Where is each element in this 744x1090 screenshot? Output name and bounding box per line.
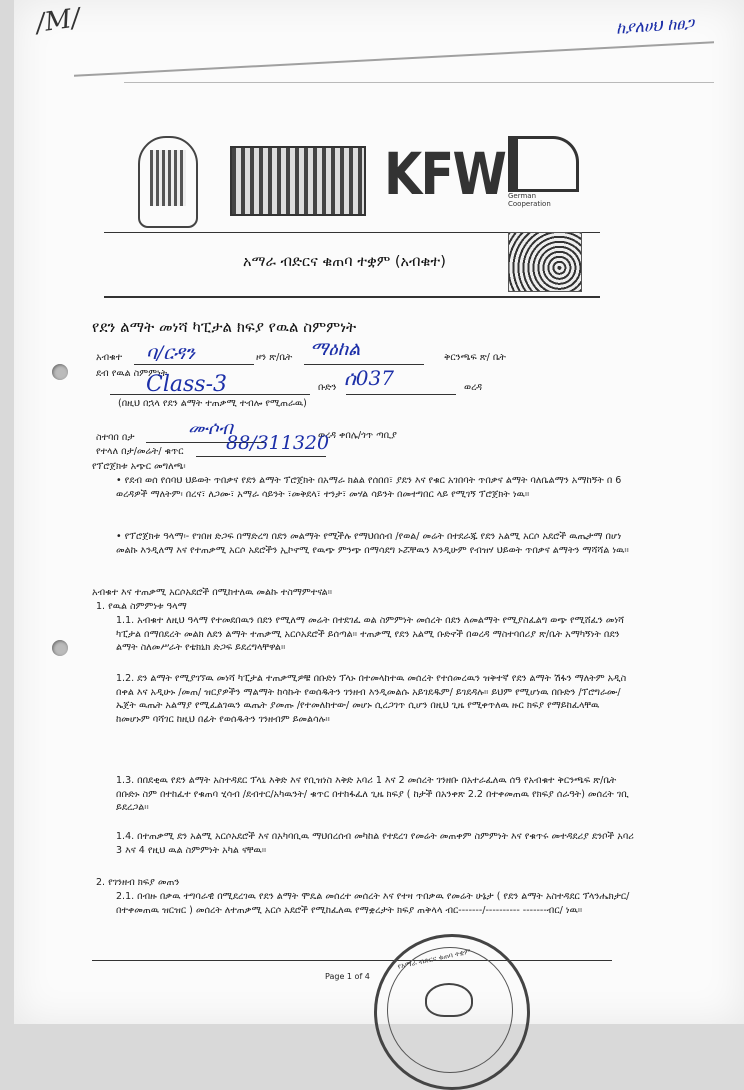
- section-2-heading: 2. የገንዘብ ክፍያ መጠን: [96, 877, 180, 888]
- section-2-1: 2.1. በብዙ በቃዉ ተግባራዊ በሚደረገዉ የደን ልማት ሞዴል መሰረተ መሰረት እና የተዛ ጥበቃዉ የመሬት ሁኔታ ( የደን ልማት አስተዳደር ፕላንሔክታር/ በተቀመጠዉ ዝርዝር ) መሰረት ለተጠቃሚ አርሶ አደሮች የሚከፈለዉ የማቋረታት ክፍያ ጠቅላላ ብር-------/---------- -------ብር/ ነዉ።: [116, 891, 630, 916]
- woreda-label: ወረዳ: [464, 382, 483, 393]
- section-1-3: 1.3. በበደቂዉ የደን ልማት አስተዳደር ፕላኒ እቅድ እና የቢዝነስ እቅድ አባሪ 1 እና 2 መሰረት ገንዘቡ በአተራፈለዉ ሰዓ የአብቁተ ቅርንጫፍ ጽ/ቤት በቡድኑ ስም በተከፈተ የቁጠባ ሂሳብ /ደብተር/አካዉንት/ ቁጥር በተከፋፈለ ጊዜ ክፍያ ( ከታች በአንቀጽ 2.2 በተቀመጠዉ የክፍያ ሰራዓት) መሰረት ገቢ ይደረጋል።: [116, 775, 629, 813]
- section-1-2: 1.2. ደን ልማት የሚያገኘዉ መነሻ ካፒታል ተጠቃሚዎቹ በቡድነ ፕላኑ በተመላከተዉ መሰረት የተሰመረዉን ዝቅተኛ የደን ልማት ሽፋን ማለትም አዲስ በቀል እና አዲሁኑ /መጠ/ ዝርያዎችን ማልማት ከሳኩት የወሰዱትን ገንዘብ እንዲመልሱ አይገደዱም/ ይገደዳሉ። ይህም የሚሆነዉ በቡድን /ፕሮግራሙ/ ኤጀት ዉጤት አልማያ የሚፈልገዉን ዉጤት ያመጡ /የተመለከተው/ መሆኑ ሲረጋገጥ ሲሆን በዚህ ጊዜ የሚቀጥለዉ ዙር ክፍያ የማይከፈላቸዉ ከመሆኑም ባሻገር ከዚህ በፊት የወሰዱትን ገንዘብም ይመልሳሉ።: [116, 673, 627, 725]
- org-emblem-icon: [508, 232, 582, 292]
- top-right-handwriting: ከያለሀህ ከፀጋ: [615, 13, 695, 38]
- footer-rule: [92, 960, 612, 961]
- beneficiary-note: (በዚህ በኋላ የደን ልማት ተጠቃሚ ተብሎ የሚጠራዉ): [118, 398, 307, 409]
- borrower-label: አብቁተ: [96, 352, 122, 363]
- section-1-1: 1.1. አብቁተ ለዚህ ዓላማ የተመደበዉን በደን የሚለማ መሬት በተደገፈ ወል ስምምነት መሰረት በደን ለመልማት የሚያስፈልግ ወጭ የሚሸፈን መነሻ ካፒታል በማበደረት መልክ ለደን ልማት ተጠቃሚ አርሶአደሮች ይሰጣል። ተጠቃሚ የደን አልሚ ቡድኖች በወረዳ ማስተባበሪያ ጽ/ቤት አማካኝነት በደን ልማት ስለመሥራት የቴክኒክ ድጋፍ ይደረግላቸዋል።: [116, 615, 625, 653]
- bullet-1: • የደብ ወሰ የሰባህ ህይወት ጥበቃና የደን ልማት ፕሮጀክት በአማራ ክልል የሰበበ፣ ያደን እና የቁር አገበባት ጥበቃና ልማት ባለቤልማን አማከኝት በ 6 ወረዳዎች ማለትም፡ በረና፣ ለጋሙ፣ አማራ ሳይንት ፣መቅደላ፣ ተንታ፣ መሃል ሳይንት በመተግበር ላይ የሚገኝ ፕሮጀክት ነዉ።: [116, 475, 622, 500]
- section-1-heading: 1. የዉል ስምምነቱ ዓላማ: [96, 601, 187, 612]
- section-1-4: 1.4. በተጠቃሚ ደን አልሚ አርሶአደሮች እና በአካባቢዉ ማህበረሰብ መካከል የተደረገ የመሬት መጠቀም ስምምነት እና የቁጥሩ መተዳደሪያ ደንቦች አባሪ 3 እና 4 የዚህ ዉል ስምምነት አካል ናቸዉ።: [116, 831, 634, 856]
- document-title: የደን ልማት መነሻ ካፒታል ክፍያ የዉል ስምምነት: [92, 318, 357, 336]
- kfw-logo: KFW: [384, 140, 506, 208]
- borrower-line: [134, 364, 254, 365]
- paper-fold-line-secondary: [124, 82, 714, 103]
- intro-heading: የፕሮጀክቱ አጭር መግለጫ፡: [92, 461, 186, 472]
- german-cooperation-logo: [508, 136, 578, 220]
- german-cooperation-text: German Cooperation: [508, 192, 551, 208]
- borrower-handwriting: ባ/ርዳን: [146, 342, 195, 364]
- page-number: Page 1 of 4: [325, 972, 370, 981]
- zone-line: [304, 364, 424, 365]
- name-label: ስተባበ በታ: [96, 432, 135, 443]
- logo-row: [0, 132, 744, 232]
- bullet-2: • የፕሮጀክቱ ዓላማ፡- የገበዘ ድጋፍ በማድረግ በደን መልማት የሚችሉ የማህበሰብ /የወል/ መሬት በተደራጁ የደን አልሚ አርሶ አደሮች ዉጤታማ በሆነ መልኩ እንዲለማ እና የተጠቃሚ አርሶ አደሮችን ኢኮኖሚ የዉጭ ምንጭ በማሳደግ ኑሯቸዉን እንዲሁም የብዝሃ ህይወት ጥበቃና ልማትን ማሻሻል ነዉ።: [116, 531, 629, 556]
- bullet-2-text: የፕሮጀክቱ ዓላማ፡- የገበዘ ድጋፍ በማድረግ በደን መልማት የሚችሉ የማህበሰብ /የወል/ መሬት በተደራጁ የደን አልሚ አርሶ አደሮች ዉጤታማ በሆነ መልኩ እንዲለማ እና የተጠቃሚ አርሶ አደሮችን ኢኮኖሚ የዉጭ ምንጭ በማሳደግ ኑሯቸዉን እንዲሁም የብዝሃ ህይወት ጥበቃና ልማትን ማሻሻል ነዉ።: [116, 531, 629, 556]
- ethiopia-seal-icon: [138, 136, 198, 228]
- name-handwriting: ሙሶብ: [188, 418, 233, 439]
- zone-label: ዞን ጽ/ቤት: [256, 352, 293, 363]
- german-cooperation-icon: [508, 136, 579, 192]
- class-handwriting: Class-3: [146, 372, 227, 397]
- bullet-1-text: የደብ ወሰ የሰባህ ህይወት ጥበቃና የደን ልማት ፕሮጀክት በአማራ ክልል የሰበበ፣ ያደን እና የቁር አገበባት ጥበቃና ልማት ባለቤልማን አማከኝት በ 6 ወረዳዎች ማለትም፡ በረና፣ ለጋሙ፣ አማራ ሳይንት ፣መቅደላ፣ ተንታ፣ መሃል ሳይንት በመተግበር ላይ የሚገኝ ፕሮጀክት ነዉ።: [116, 475, 622, 500]
- organization-title: አማራ ብድርና ቁጠባ ተቋም (አብቁተ): [243, 254, 446, 270]
- zone-handwriting: ማዕከል: [310, 338, 361, 360]
- contract-label: ደብ የዉል ስምምነት: [96, 368, 168, 379]
- phone-label: የተላለ በታ/መሬት/ ቁጥር: [96, 446, 184, 457]
- punch-hole-bottom: [52, 640, 68, 656]
- building-logo-icon: [230, 146, 366, 216]
- kebele-handwriting: ሰ037: [344, 366, 394, 390]
- phone-handwriting: 88/311320: [226, 432, 330, 454]
- corner-scrawl: /M/: [34, 3, 83, 39]
- header-rule-bottom: [104, 296, 600, 298]
- extra-label: ወረዳ ቀበሌ/ጎጥ ጣቢያ: [318, 430, 397, 441]
- kebele-line: [346, 394, 456, 395]
- official-stamp: [374, 934, 530, 1090]
- punch-hole-top: [52, 364, 68, 380]
- paper-fold-line: [74, 41, 714, 117]
- stamp-text: የአማራ ብድርና ቁጠባ ተቋም: [396, 947, 472, 971]
- parties-line: አብቁተ እና ተጠቃሚ አርሶአደሮች በሚከተለዉ መልኩ ተስማምተናል።: [92, 587, 333, 598]
- phone-line: [196, 456, 326, 457]
- branch-label: ቅርንጫፍ ጽ/ ቤት: [444, 352, 506, 363]
- stamp-emblem-icon: [425, 983, 473, 1017]
- kebele-label: ቡድን: [318, 382, 337, 393]
